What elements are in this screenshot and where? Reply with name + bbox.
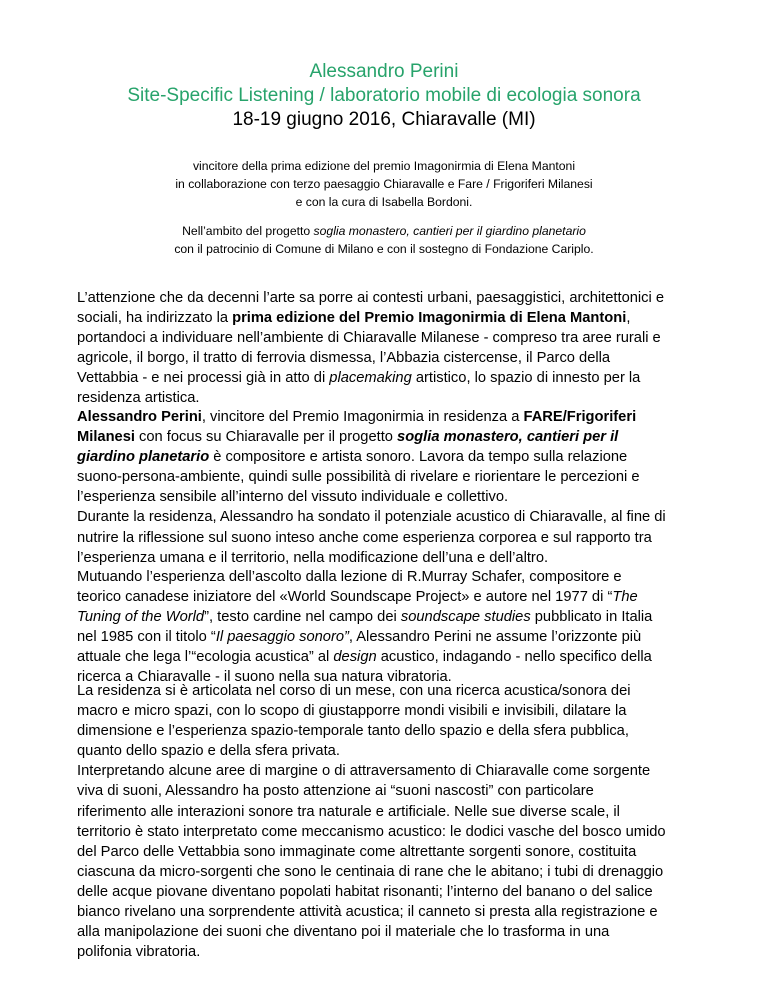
event-date-place: 18-19 giugno 2016, Chiaravalle (MI): [232, 109, 536, 130]
paragraph-residency: La residenza si è articolata nel corso di un mese, con una ricerca acustica/sonora dei macro e micro spazi, con lo scopo di giustapporre mondi visibili e invisibili, dilatare la dimensione e l’esperienza spazio-temporale tanto dello spazio e della sfera pubblica, quanto dello spazio e della sfera privata. Interpretando alcune aree di margine o di attraversamento di Chiaravalle come sorgente viva di suoni, Alessandro ha posto attenzione ai “suoni nascosti” con particolare riferimento alle interazioni sonore tra naturale e artificiale. Nelle sue diverse scale, il territorio è stato interpretato come meccanismo acustico: le dodici vasche del bosco umido del Parco delle Vettabbia sono immaginate come altrettante sorgenti sonore, costituita ciascuna da micro-sorgenti che sono le centinaia di rane che le abitano; i tubi di drenaggio delle acque piovane diventano popolati habitat risonanti; l’interno del banano o del salice bianco rivelano una sorprendente attività acustica; il canneto si presta alla registrazione e alla manipolazione dei suoni che diventano poi il materiale che lo trasforma in una polifonia vibratoria.: [77, 683, 666, 961]
prize-name-bold: prima edizione del Premio Imagonirmia di Elena Mantoni: [232, 310, 627, 327]
credits-block: [0, 157, 768, 211]
credits-line: vincitore della prima edizione del premio Imagonirmia di Elena Mantoni: [192, 159, 576, 173]
paragraph-artist: Alessandro Perini, vincitore del Premio Imagonirmia in residenza a FARE/Frigoriferi Milanesi con focus su Chiaravalle per il progetto soglia monastero, cantieri per il giardino planetario è compositore e artista sonoro. Lavora da tempo sulla relazione suono-persona-ambiente, quindi sulle possibilità di rivelare e riorientare le percezioni e l’esperienza sensibile all’interno del vissuto individuale e collettivo. Durante la residenza, Alessandro ha sondato il potenziale acustico di Chiaravalle, al fine di nutrire la riflessione sul suono inteso anche come esperienza corporea e sul rapporto tra l’esperienza umana e il territorio, nella modificazione dell’una e dell’altro.: [77, 409, 666, 566]
artist-name-bold: Alessandro Perini: [77, 409, 202, 425]
context-line: Nell’ambito del progetto soglia monastero, cantieri per il giardino planetario: [182, 224, 586, 238]
document-header: [0, 60, 768, 132]
context-line: con il patrocinio di Comune di Milano e con il sostegno di Fondazione Cariplo.: [174, 242, 594, 256]
paragraph-schafer: Mutuando l’esperienza dell’ascolto dalla lezione di R.Murray Schafer, compositore e teorico canadese iniziatore del «World Soundscape Project» e autore nel 1977 di “The Tuning of the World”, testo cardine nel campo dei soundscape studies pubblicato in Italia nel 1985 con il titolo “Il paesaggio sonoro”, Alessandro Perini ne assume l’orizzonte più attuale che lega l’“ecologia acustica” al design acustico, indagando - nello specifico della ricerca a Chiaravalle - il suono nella sua natura vibratoria.: [77, 569, 653, 686]
author-title: Alessandro Perini: [309, 61, 459, 82]
credits-line: e con la cura di Isabella Bordoni.: [295, 195, 473, 209]
paragraph-intro: L’attenzione che da decenni l’arte sa porre ai contesti urbani, paesaggistici, architettonici e sociali, ha indirizzato la prima edizione del Premio Imagonirmia di Elena Mantoni, portandoci a individuare nell’ambiente di Chiaravalle Milanese - compreso tra aree rurali e agricole, il borgo, il tratto di ferrovia dismessa, l’Abbazia cistercense, il Parco della Vettabbia - e nei processi già in atto di placemaking artistico, lo spazio di innesto per la residenza artistica.: [77, 290, 665, 407]
credits-line: in collaborazione con terzo paesaggio Chiaravalle e Fare / Frigoriferi Milanesi: [175, 177, 593, 191]
project-name-italic: soglia monastero, cantieri per il giardino planetario: [313, 224, 586, 238]
project-title: Site-Specific Listening / laboratorio mobile di ecologia sonora: [127, 85, 641, 106]
project-context-block: [0, 222, 768, 258]
